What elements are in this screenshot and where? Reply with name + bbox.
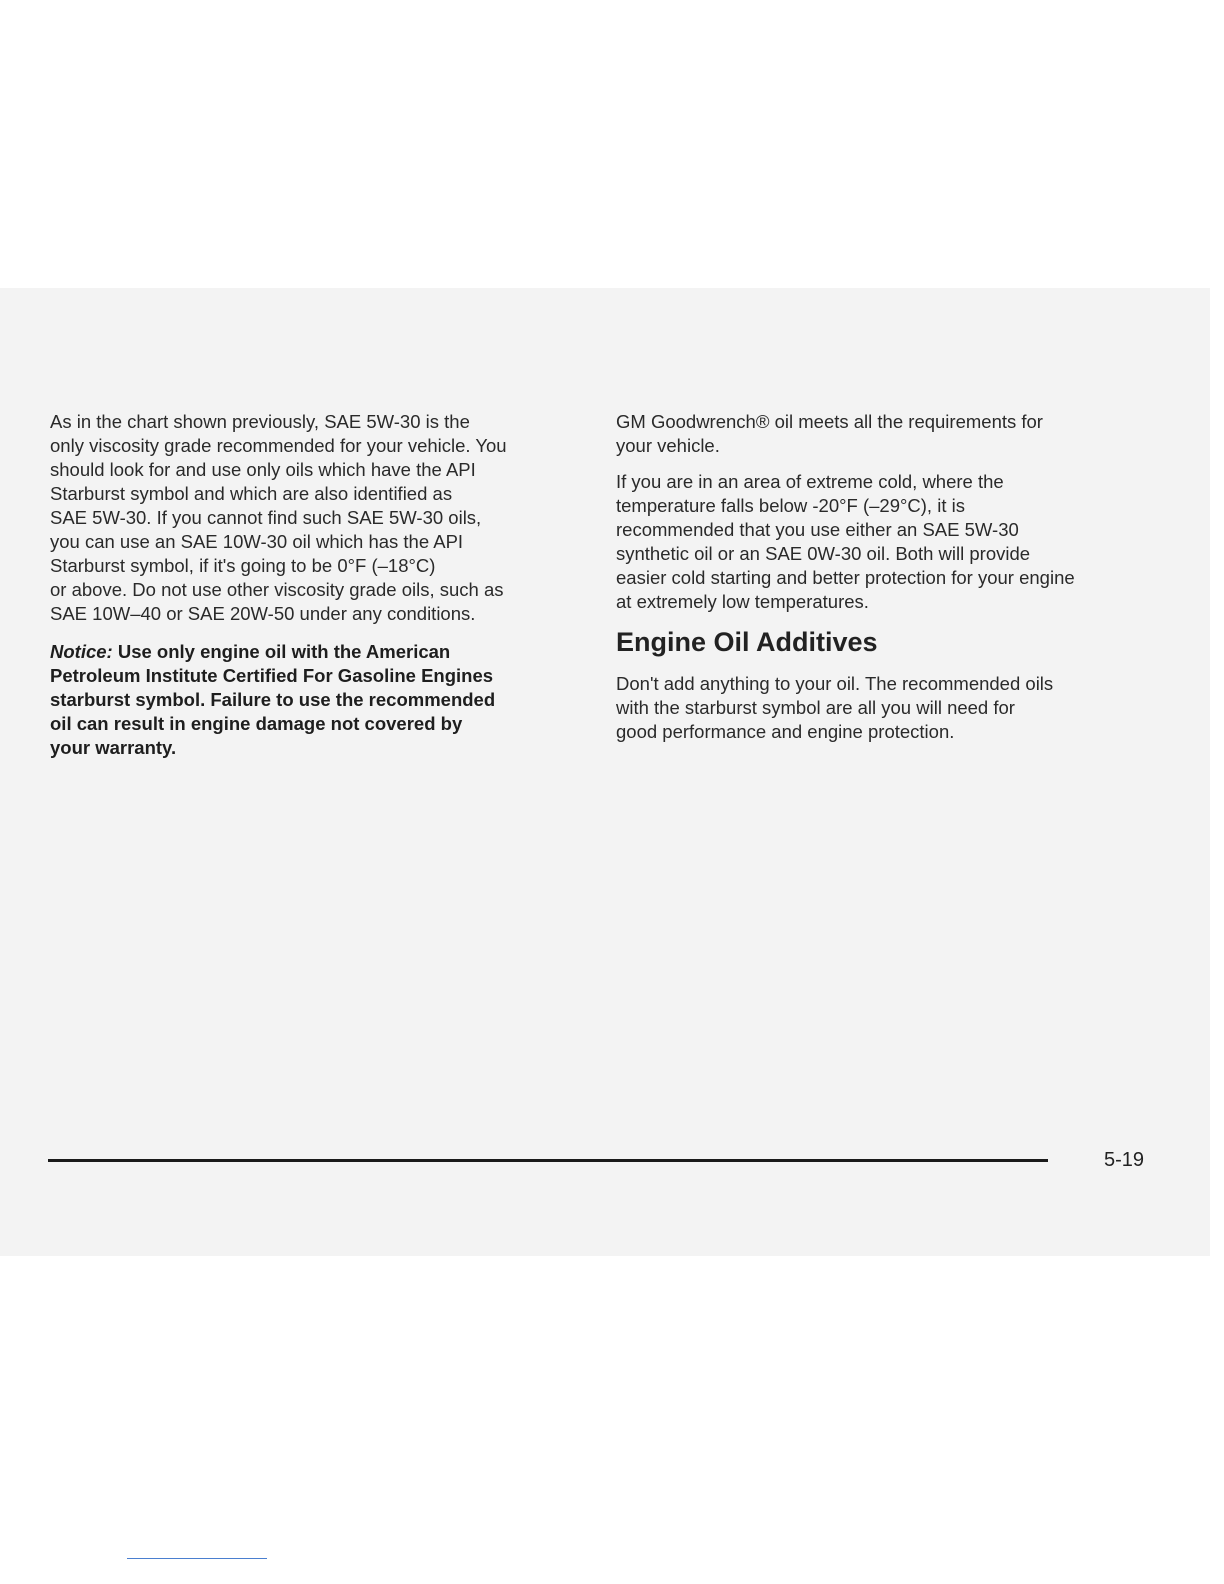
notice-block [50,640,590,760]
page-number: 5-19 [1104,1149,1145,1171]
left-column [50,410,590,760]
additives-paragraph: Don't add anything to your oil. The recommended oils with the starburst symbol are all you will need for good performance and engine protection. [616,673,1054,742]
goodwrench-paragraph: GM Goodwrench® oil meets all the requirements for your vehicle. [616,411,1043,456]
viscosity-paragraph: As in the chart shown previously, SAE 5W-30 is the only viscosity grade recommended for your vehicle. You should look for and use only oils which have the API Starburst symbol and which are also identified as SAE 5W-30. If you cannot find such SAE 5W-30 oils, you can use an SAE 10W-30 oil which has the API Starburst symbol, if it's going to be 0°F (–18°C) or above. Do not use other viscosity grade oils, such as SAE 10W–40 or SAE 20W-50 under any conditions. [50,411,507,624]
notice-label: Notice: [50,641,113,662]
right-column [616,410,1161,756]
extreme-cold-paragraph: If you are in an area of extreme cold, where the temperature falls below -20°F (–29°C), it is recommended that you use either an SAE 5W-30 synthetic oil or an SAE 0W-30 oil. Both will provide easier cold starting and better protection for your engine at extremely low temperatures. [616,471,1075,612]
notice-text: Use only engine oil with the American Petroleum Institute Certified For Gasoline Engines starburst symbol. Failure to use the recommended oil can result in engine damage not covered by your warranty. [50,641,496,758]
bottom-divider [127,1558,267,1559]
footer-rule [48,1159,1048,1162]
section-heading: Engine Oil Additives [616,627,878,657]
